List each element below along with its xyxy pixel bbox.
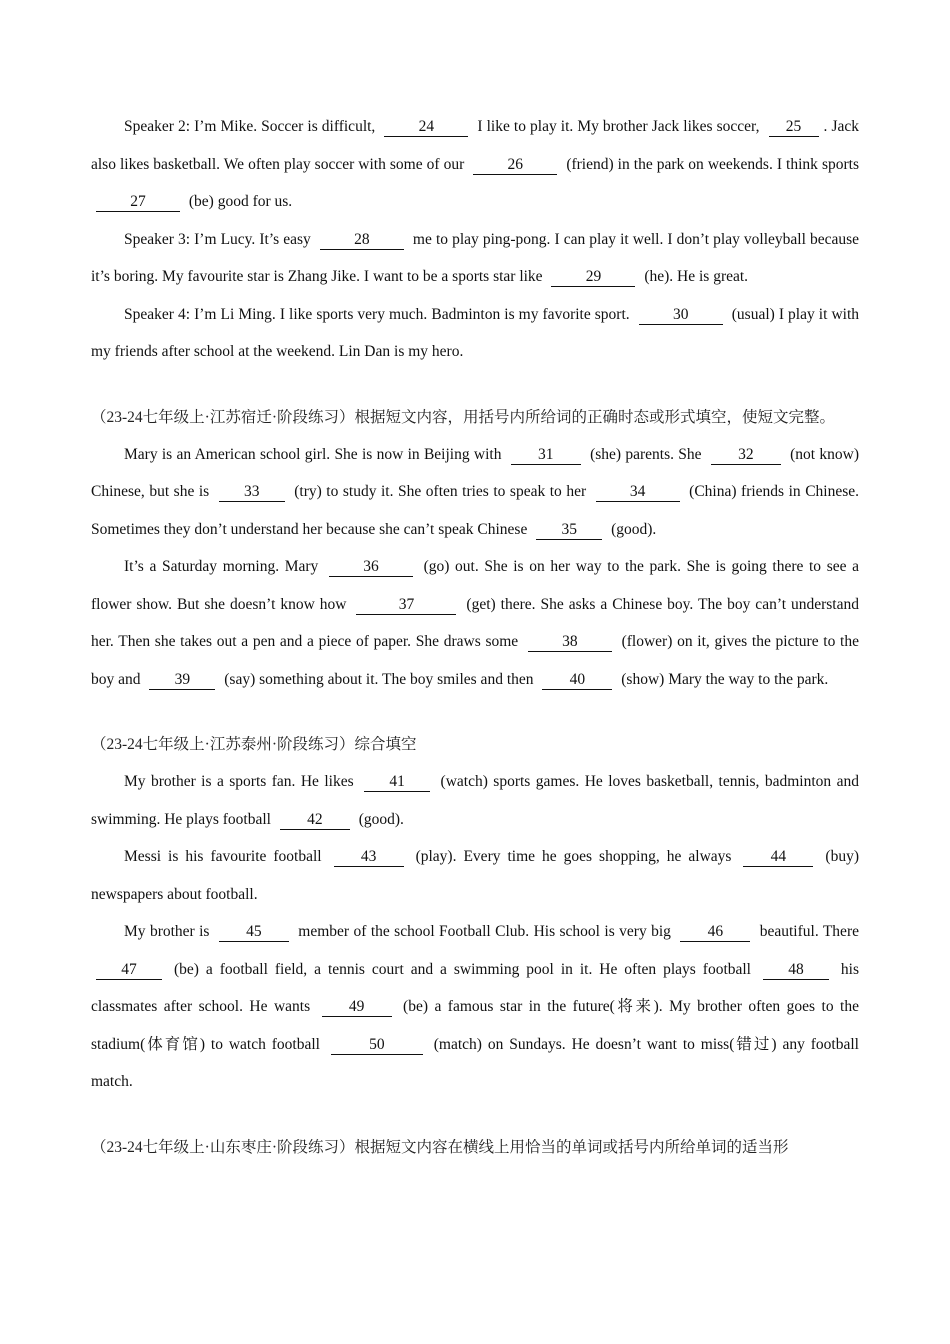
paragraph [91, 436, 859, 549]
blank-38[interactable]: 38 [528, 633, 612, 652]
blank-36[interactable]: 36 [329, 558, 413, 577]
blank-37[interactable]: 37 [356, 596, 456, 615]
blank-49[interactable]: 49 [322, 998, 392, 1017]
text-run: (show) Mary the way to the park. [617, 670, 829, 688]
blank-31[interactable]: 31 [511, 446, 581, 465]
paragraph [91, 838, 859, 913]
text-run: I like to play it. My brother Jack likes soccer, [473, 118, 764, 135]
text-run: (flower) on it, gives the picture to the boy and [91, 633, 859, 688]
text-run: his classmates after school. He wants [91, 960, 859, 1015]
text-run: (go) out. She is on her way to the park. She is going there to see a flower show. But she doesn’t know how [91, 558, 859, 613]
blank-50[interactable]: 50 [331, 1036, 423, 1055]
paragraph [91, 548, 859, 698]
document-page [91, 108, 859, 1166]
section [91, 1129, 859, 1166]
blank-42[interactable]: 42 [280, 811, 350, 830]
text-run: member of the school Football Club. His school is very big [293, 923, 676, 940]
text-run: (friend) in the park on weekends. I think sports [562, 155, 859, 173]
blank-34[interactable]: 34 [596, 483, 680, 502]
text-run: Speaker 4: I’m Li Ming. I like sports very much. Badminton is my favorite sport. [124, 305, 634, 323]
text-run: (try) to study it. She often tries to speak to her [289, 483, 591, 500]
text-run: Speaker 3: I’m Lucy. It’s easy [124, 230, 315, 248]
text-run: (be) a famous star in the future(将来). My brother often goes to the stadium(体育馆) to watch football [91, 998, 859, 1053]
text-run: (not know) Chinese, but she is [91, 445, 859, 500]
text-run: (good). [354, 810, 404, 828]
blank-48[interactable]: 48 [763, 961, 829, 980]
paragraph [91, 108, 859, 221]
text-run: (play). Every time he goes shopping, he always [408, 848, 739, 865]
blank-28[interactable]: 28 [320, 231, 404, 250]
paragraph [91, 763, 859, 838]
text-run: Speaker 2: I’m Mike. Soccer is difficult, [124, 118, 380, 135]
blank-33[interactable]: 33 [219, 483, 285, 502]
text-run: beautiful. There [755, 923, 859, 940]
text-run: (get) there. She asks a Chinese boy. The boy can’t understand her. Then she takes out a pen and a piece of paper. She draws some [91, 595, 859, 650]
blank-29[interactable]: 29 [551, 268, 635, 287]
blank-39[interactable]: 39 [149, 671, 215, 690]
section [91, 726, 859, 1101]
text-run: (be) good for us. [185, 193, 293, 210]
section-header: （23-24七年级上·山东枣庄·阶段练习）根据短文内容在横线上用恰当的单词或括号内所给单词的适当形 [91, 1138, 789, 1156]
text-run: . Jack also likes basketball. We often play soccer with some of our [91, 118, 860, 173]
text-run: (good). [607, 520, 657, 538]
section [91, 108, 859, 371]
section [91, 399, 859, 699]
text-run: (he). He is great. [640, 268, 749, 285]
text-run: (say) something about it. The boy smiles and then [220, 670, 538, 688]
paragraph [91, 913, 859, 1101]
text-run: (be) a football field, a tennis court and a swimming pool in it. He often plays football [167, 960, 758, 978]
blank-26[interactable]: 26 [473, 156, 557, 175]
text-run: me to play ping-pong. I can play it well. I don’t play volleyball because it’s boring. My favourite star is Zhang Jike. I want to be a sports star like [91, 230, 859, 285]
blank-35[interactable]: 35 [536, 521, 602, 540]
text-run: (usual) I play it with my friends after school at the weekend. Lin Dan is my hero. [91, 305, 859, 360]
blank-43[interactable]: 43 [334, 848, 404, 867]
paragraph [91, 296, 859, 371]
blank-47[interactable]: 47 [96, 961, 162, 980]
text-run: (watch) sports games. He loves basketball, tennis, badminton and swimming. He plays football [91, 773, 859, 828]
blank-46[interactable]: 46 [680, 923, 750, 942]
text-run: (buy) newspapers about football. [91, 848, 859, 903]
text-run: (China) friends in Chinese. Sometimes they don’t understand her because she can’t speak Chinese [91, 483, 860, 538]
section-header: （23-24七年级上·江苏宿迁·阶段练习）根据短文内容，用括号内所给词的正确时态或形式填空，使短文完整。 [91, 408, 835, 426]
blank-27[interactable]: 27 [96, 193, 180, 212]
paragraph [91, 221, 859, 296]
blank-32[interactable]: 32 [711, 446, 781, 465]
text-run: (she) parents. She [585, 445, 706, 463]
section-header: （23-24七年级上·江苏泰州·阶段练习）综合填空 [91, 736, 417, 753]
blank-41[interactable]: 41 [364, 773, 430, 792]
blank-44[interactable]: 44 [743, 848, 813, 867]
text-run: It’s a Saturday morning. Mary [124, 558, 324, 575]
text-run: (match) on Sundays. He doesn’t want to miss(错过) any football match. [91, 1035, 859, 1090]
text-run: My brother is a sports fan. He likes [124, 773, 360, 790]
blank-40[interactable]: 40 [542, 671, 612, 690]
blank-30[interactable]: 30 [639, 306, 723, 325]
text-run: Messi is his favourite football [124, 848, 329, 865]
blank-25[interactable]: 25 [769, 118, 819, 137]
text-run: My brother is [124, 923, 214, 940]
blank-45[interactable]: 45 [219, 923, 289, 942]
text-run: Mary is an American school girl. She is now in Beijing with [124, 445, 506, 463]
blank-24[interactable]: 24 [384, 118, 468, 137]
